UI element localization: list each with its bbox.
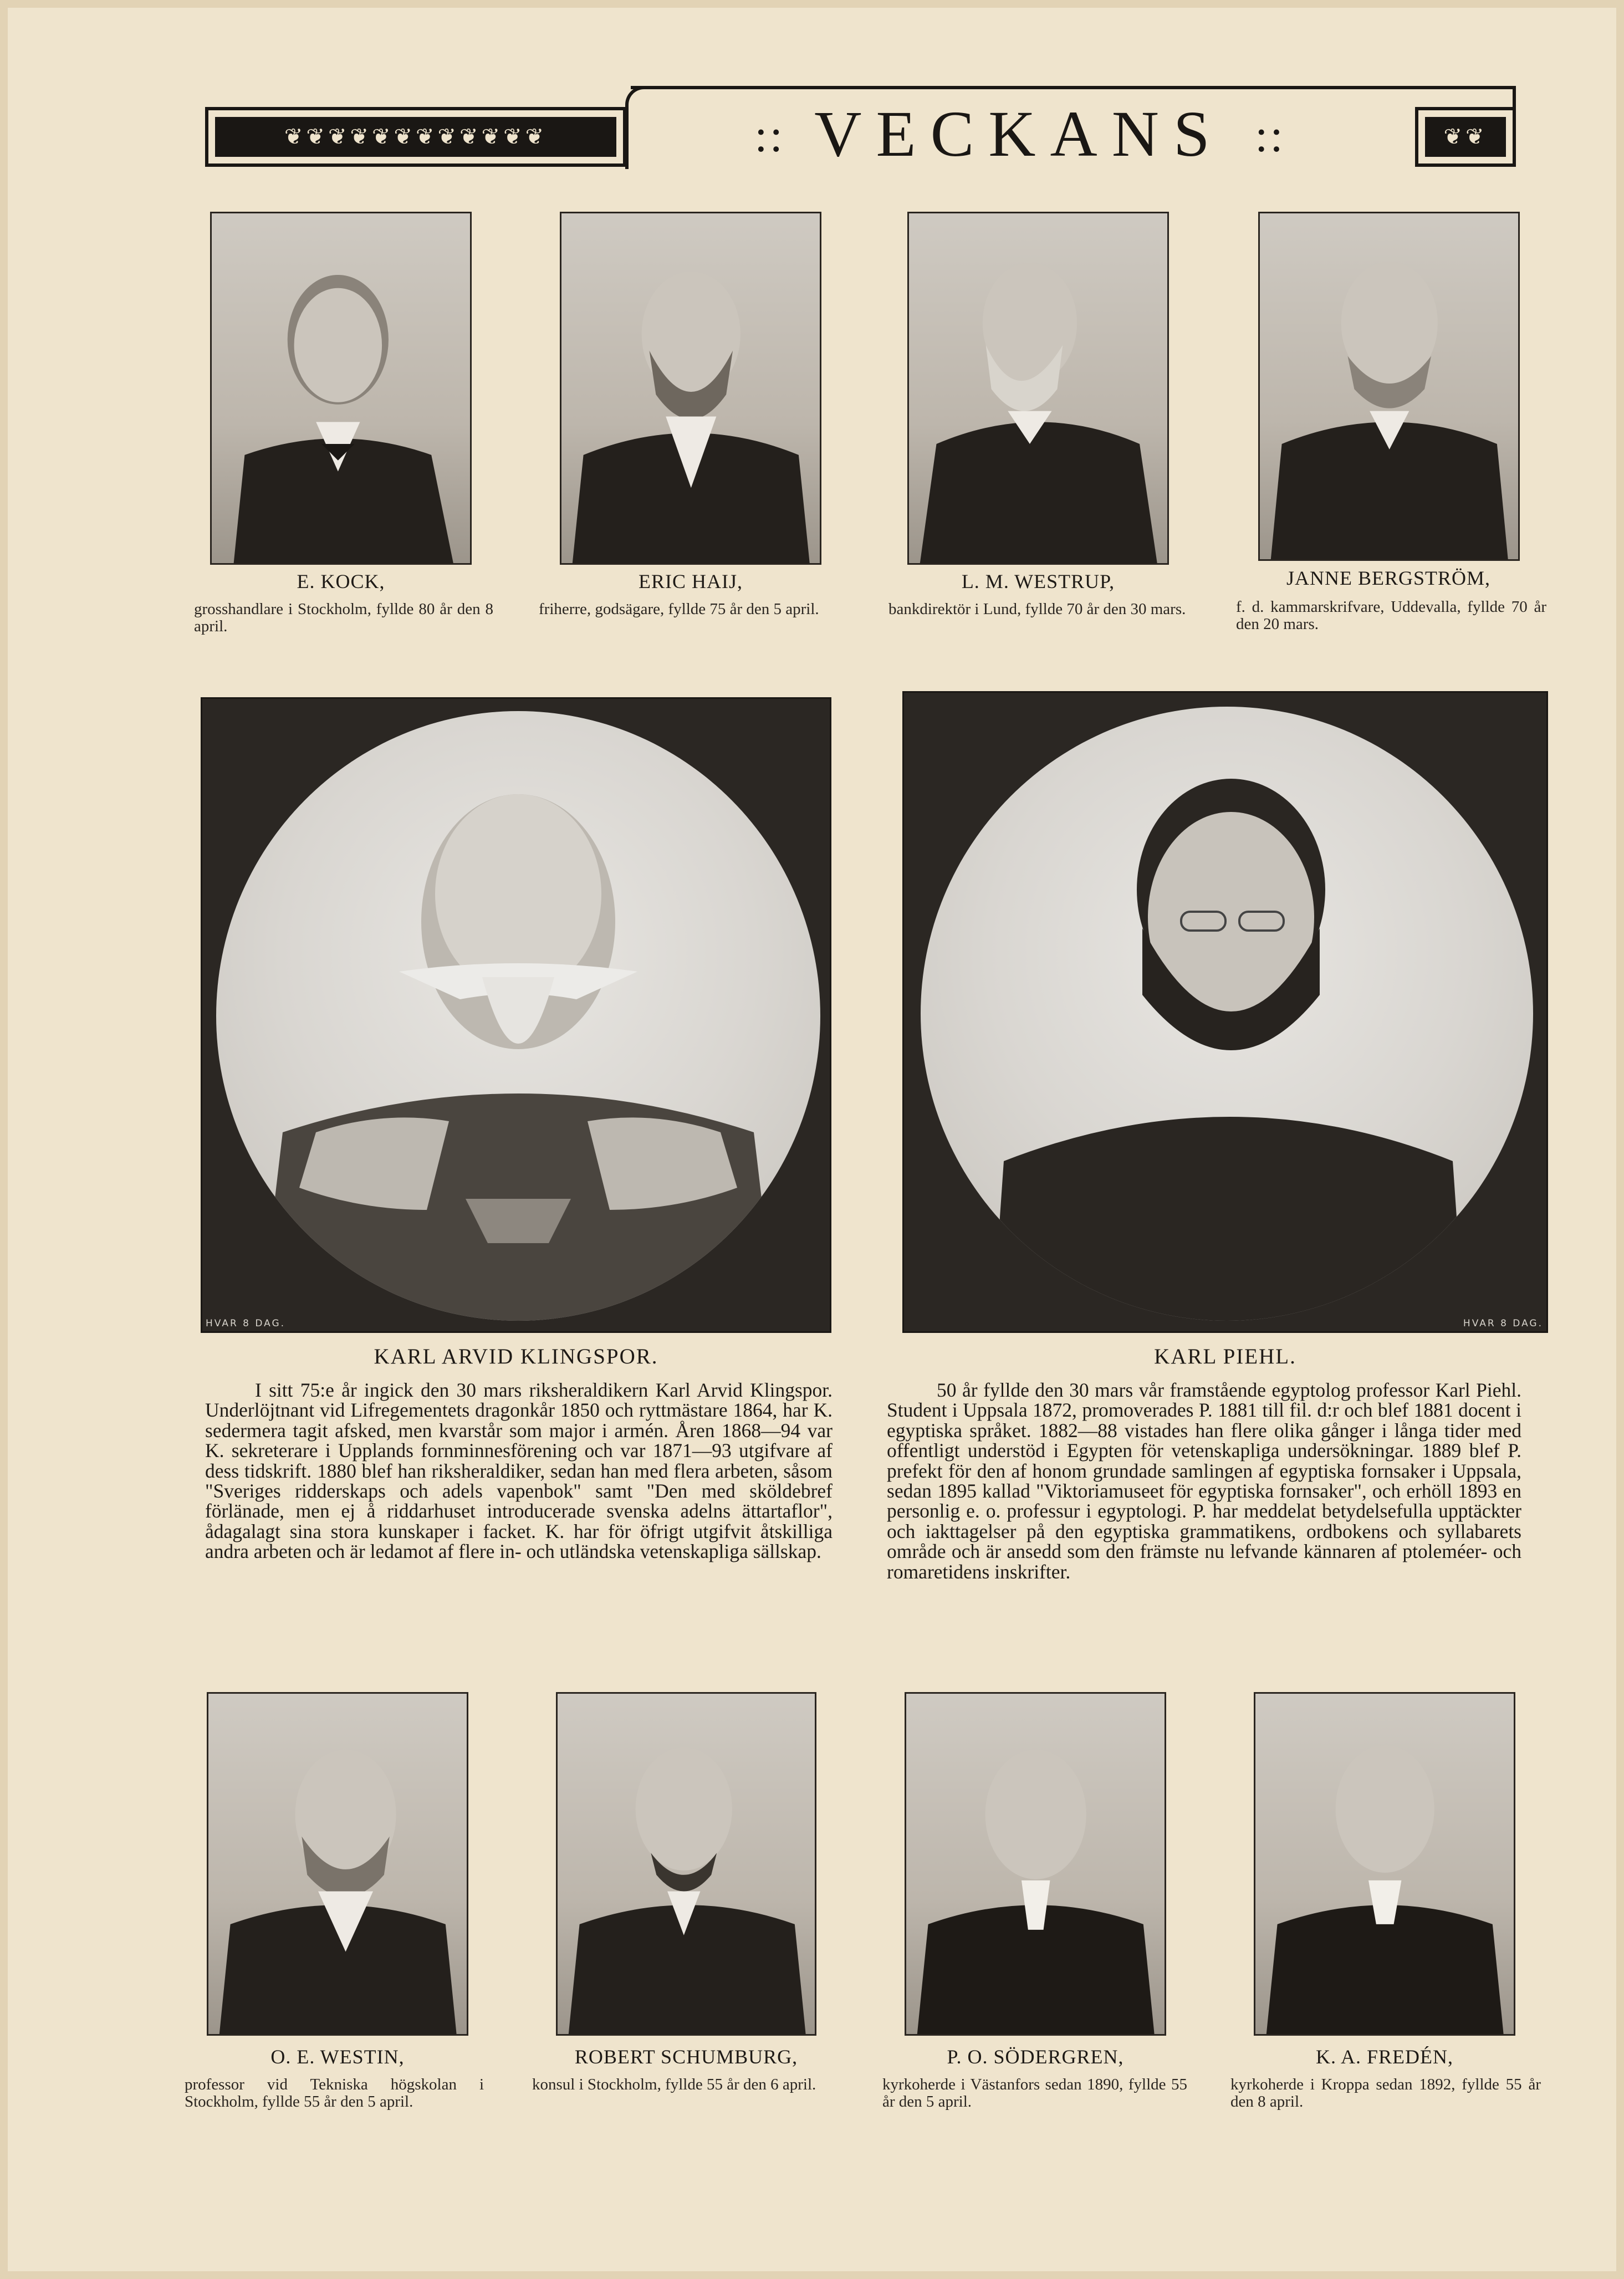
portrait-photo bbox=[1254, 1692, 1515, 2036]
photo-credit: HVAR 8 DAG. bbox=[1463, 1318, 1543, 1329]
portrait-photo bbox=[1258, 212, 1520, 561]
portrait-name: K. A. FREDÉN, bbox=[1315, 2046, 1454, 2068]
feature-portrait-frame bbox=[902, 691, 1548, 1333]
feature-portrait-frame bbox=[201, 697, 831, 1333]
portrait-figure bbox=[558, 1694, 815, 2034]
portrait-photo bbox=[907, 212, 1169, 565]
article-text: 50 år fyllde den 30 mars vår framstående egyptolog professor Karl Piehl. Student i Uppsala 1872, promoverades P. 1881 till fil. d:r och blef 1881 docent i egyptiska språket. 1882—88 vistades han flere olika gånger i långa tider med offentligt understöd i Egypten för vetenskapliga undersökningar. 1889 blef P. prefekt för den af honom grundade samlingen af egyptiska fornsaker i Uppsala, sedan 1895 kallad "Viktoriamuseet för egyptiska fornsaker", och erhöll 1893 en personlig e. o. professur i egyptologi. P. har meddelat betydelsefulla upptäckter och iakttagelser på den egyptiska grammatikens, ordbokens och syllabarets område och är ansedd som den främste nu lefvande kännaren af ptoleméer- och romaretidens inskrifter. bbox=[887, 1379, 1521, 1583]
photo-credit: HVAR 8 DAG. bbox=[206, 1318, 286, 1329]
portrait-name: P. O. SÖDERGREN, bbox=[947, 2046, 1124, 2068]
ornament-icon: ❦❦ bbox=[1443, 124, 1488, 150]
portrait-figure bbox=[561, 213, 821, 563]
header-curve bbox=[625, 86, 647, 169]
masthead-dots-left: :: bbox=[754, 110, 785, 162]
portrait-figure bbox=[1260, 213, 1519, 559]
article-text: I sitt 75:e år ingick den 30 mars riksheraldikern Karl Arvid Klingspor. Underlöjtnant vid Lifregementets dragonkår 1850 och ryttmästare 1864, har K. sedermera tagit afsked, men kvarstår som major i armén. Åren 1868—94 var K. sekreterare i Upplands fornminnesförening och var 1871—93 utgifvare af dess tidskrift. 1880 blef han riksheraldiker, sedan han med flera arbeten, såsom "Sveriges ridderskaps och adels vapenbok" samt "Den med sköldebref förlänade, men ej å riddarhuset introducerade svenska adelns ättartaflor", ådagalagt sina stora kunskaper i facket. K. har för öfrigt utgifvit åtskilliga andra arbeten och är ledamot af flere in- och utländska vetenskapliga sällskap. bbox=[205, 1379, 833, 1563]
portrait-description: professor vid Tekniska högskolan i Stockholm, fyllde 55 år den 5 april. bbox=[185, 2076, 484, 2111]
article-right bbox=[887, 1380, 1521, 1582]
portrait-photo bbox=[560, 212, 821, 565]
portrait-description: konsul i Stockholm, fyllde 55 år den 6 april. bbox=[532, 2076, 816, 2093]
portrait-description: grosshandlare i Stockholm, fyllde 80 år den 8 april. bbox=[194, 600, 493, 635]
portrait-figure bbox=[212, 213, 471, 563]
feature-portrait-photo bbox=[921, 707, 1533, 1321]
feature-name-right: KARL PIEHL. bbox=[1154, 1345, 1296, 1368]
ornament-right bbox=[1415, 107, 1516, 167]
masthead-dots-right: :: bbox=[1255, 110, 1285, 162]
portrait-figure bbox=[1255, 1694, 1514, 2034]
portrait-figure bbox=[909, 213, 1168, 563]
portrait-figure bbox=[921, 707, 1533, 1321]
ornament-left bbox=[205, 107, 626, 167]
portrait-figure bbox=[216, 711, 820, 1321]
portrait-photo bbox=[207, 1692, 468, 2036]
portrait-description: kyrkoherde i Västanfors sedan 1890, fyllde 55 år den 5 april. bbox=[882, 2076, 1187, 2111]
header-rule bbox=[631, 86, 1516, 89]
masthead-band bbox=[205, 86, 1516, 172]
portrait-figure bbox=[208, 1694, 467, 2034]
page-title bbox=[648, 98, 1391, 170]
portrait-description: f. d. kammarskrifvare, Uddevalla, fyllde 70 år den 20 mars. bbox=[1236, 598, 1546, 633]
portrait-name: ROBERT SCHUMBURG, bbox=[574, 2046, 798, 2068]
portrait-description: friherre, godsägare, fyllde 75 år den 5 april. bbox=[539, 600, 819, 618]
ornament-icon: ❦❦❦❦❦❦❦❦❦❦❦❦ bbox=[284, 124, 548, 150]
article-left bbox=[205, 1380, 833, 1562]
portrait-photo bbox=[210, 212, 472, 565]
portrait-photo bbox=[905, 1692, 1166, 2036]
portrait-photo bbox=[556, 1692, 816, 2036]
portrait-name: E. KOCK, bbox=[297, 570, 385, 592]
portrait-description: bankdirektör i Lund, fyllde 70 år den 30 mars. bbox=[888, 600, 1186, 618]
portrait-name: ERIC HAIJ, bbox=[639, 570, 743, 592]
masthead-title: VECKANS bbox=[814, 98, 1224, 170]
portrait-name: O. E. WESTIN, bbox=[270, 2046, 405, 2068]
portrait-description: kyrkoherde i Kroppa sedan 1892, fyllde 55 år den 8 april. bbox=[1230, 2076, 1541, 2111]
header-rule-end bbox=[1513, 86, 1516, 108]
feature-name-left: KARL ARVID KLINGSPOR. bbox=[374, 1345, 658, 1368]
feature-portrait-photo bbox=[216, 711, 820, 1321]
portrait-name: JANNE BERGSTRÖM, bbox=[1286, 567, 1491, 589]
portrait-name: L. M. WESTRUP, bbox=[961, 570, 1115, 592]
portrait-figure bbox=[906, 1694, 1165, 2034]
